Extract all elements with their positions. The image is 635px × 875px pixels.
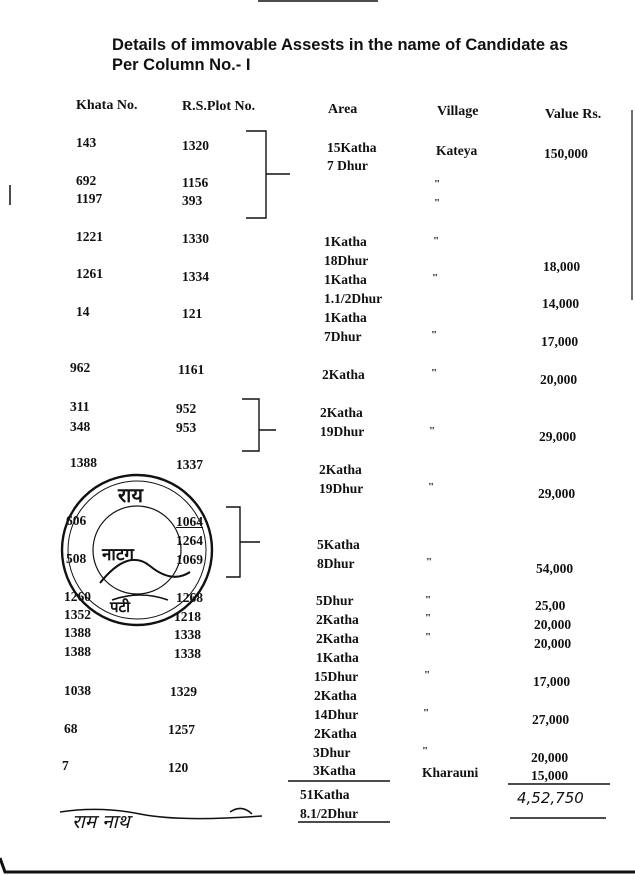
svg-text:राय: राय <box>118 483 143 507</box>
grouping-bracket <box>226 507 240 577</box>
plot-cell: 1338 <box>174 646 201 661</box>
header-area: Area <box>328 102 358 117</box>
ditto-mark: " <box>433 235 440 247</box>
svg-text:पटी: पटी <box>110 598 130 616</box>
ditto-mark: " <box>431 367 438 379</box>
area-cell: 1Katha <box>316 650 359 665</box>
area-cell: 7 Dhur <box>327 158 368 173</box>
area-cell: 14Dhur <box>314 707 359 722</box>
ditto-mark: " <box>424 669 431 681</box>
khata-cell: 1388 <box>70 455 97 470</box>
header-value: Value Rs. <box>545 107 602 122</box>
ditto-mark: " <box>431 329 438 341</box>
value-cell: 14,000 <box>542 296 580 311</box>
value-cell: 25,00 <box>535 598 566 613</box>
value-cell: 20,000 <box>540 372 578 387</box>
khata-cell: 1221 <box>76 229 103 244</box>
value-cell: 54,000 <box>536 561 574 576</box>
khata-cell: 311 <box>70 399 90 414</box>
area-cell: 2Katha <box>320 405 363 420</box>
ditto-mark: " <box>423 707 430 719</box>
ditto-mark: " <box>429 425 436 437</box>
signature-stroke <box>60 808 262 818</box>
village-cell: Kharauni <box>422 765 479 780</box>
document-title-line1: Details of immovable Assests in the name of Candidate as <box>112 36 569 54</box>
plot-cell: 121 <box>182 306 203 321</box>
area-cell: 3Katha <box>313 763 356 778</box>
area-cell: 18Dhur <box>324 253 369 268</box>
area-cell: 19Dhur <box>320 424 365 439</box>
plot-cell: 1329 <box>170 684 197 699</box>
value-cell: 17,000 <box>533 674 571 689</box>
khata-cell: 1388 <box>64 644 91 659</box>
khata-cell: 606 <box>66 513 87 528</box>
area-cell: 2Katha <box>322 367 365 382</box>
total-area-dhur: 8.1/2Dhur <box>300 806 359 821</box>
area-cell: 2Katha <box>316 612 359 627</box>
khata-cell: 1197 <box>76 191 103 206</box>
khata-cell: 692 <box>76 173 97 188</box>
plot-cell: 1257 <box>168 722 195 737</box>
khata-cell: 68 <box>64 721 78 736</box>
ditto-mark: " <box>425 631 432 643</box>
plot-cell: 393 <box>182 193 203 208</box>
khata-cell: 7 <box>62 758 69 773</box>
ditto-mark: " <box>434 197 441 209</box>
total-area-katha: 51Katha <box>300 787 350 802</box>
scan-border-marks <box>0 1 635 872</box>
plot-cell: 1320 <box>182 138 209 153</box>
plot-cell: 1218 <box>174 609 201 624</box>
khata-cell: 508 <box>66 551 87 566</box>
plot-cell: 1156 <box>182 175 209 190</box>
khata-cell: 348 <box>70 419 91 434</box>
area-cell: 2Katha <box>314 726 357 741</box>
area-cell: 8Dhur <box>317 556 355 571</box>
plot-cell: 1161 <box>178 362 205 377</box>
khata-cell: 143 <box>76 135 97 150</box>
grouping-bracket <box>242 399 259 451</box>
value-cell: 29,000 <box>539 429 577 444</box>
khata-cell: 1261 <box>76 266 103 281</box>
plot-cell: 1268 <box>176 590 203 605</box>
area-cell: 7Dhur <box>324 329 362 344</box>
handwritten-signature: राम नाथ <box>72 811 130 833</box>
khata-cell: 1352 <box>64 607 91 622</box>
area-cell: 15Dhur <box>314 669 359 684</box>
plot-cell: 1337 <box>176 457 203 472</box>
value-cell: 20,000 <box>534 636 572 651</box>
value-cell: 29,000 <box>538 486 576 501</box>
khata-cell: 14 <box>76 304 90 319</box>
area-cell: 5Katha <box>317 537 360 552</box>
area-cell: 3Dhur <box>313 745 351 760</box>
value-cell: 15,000 <box>531 768 569 783</box>
area-cell: 1Katha <box>324 310 367 325</box>
ditto-mark: " <box>428 481 435 493</box>
ditto-mark: " <box>425 612 432 624</box>
value-cell: 27,000 <box>532 712 570 727</box>
ditto-mark: " <box>426 556 433 568</box>
document-title-line2: Per Column No.- I <box>112 56 251 74</box>
value-cell: 17,000 <box>541 334 579 349</box>
area-cell: 5Dhur <box>316 593 354 608</box>
plot-cell: 1338 <box>174 627 201 642</box>
area-cell: 19Dhur <box>319 481 364 496</box>
plot-cell: 1264 <box>176 533 203 548</box>
area-cell: 1Katha <box>324 234 367 249</box>
plot-cell: 953 <box>176 420 197 435</box>
header-village: Village <box>437 104 479 119</box>
plot-cell: 1069 <box>176 552 203 567</box>
grouping-bracket <box>246 131 266 218</box>
plot-cell: 1330 <box>182 231 209 246</box>
plot-cell: 120 <box>168 760 189 775</box>
area-cell: 2Katha <box>314 688 357 703</box>
village-cell: Kateya <box>436 143 478 158</box>
header-plot: R.S.Plot No. <box>182 99 256 114</box>
ditto-mark: " <box>425 594 432 606</box>
total-value: 4,52,750 <box>517 789 584 807</box>
value-cell: 150,000 <box>544 146 588 161</box>
value-cell: 20,000 <box>534 617 572 632</box>
khata-cell: 962 <box>70 360 91 375</box>
area-cell: 1.1/2Dhur <box>324 291 383 306</box>
plot-cell: 1334 <box>182 269 209 284</box>
value-cell: 20,000 <box>531 750 569 765</box>
ditto-mark: " <box>422 745 429 757</box>
ditto-mark: " <box>432 272 439 284</box>
rubber-stamp-seal <box>62 475 212 625</box>
header-khata: Khata No. <box>76 98 138 113</box>
plot-cell: 952 <box>176 401 197 416</box>
khata-cell: 1038 <box>64 683 91 698</box>
khata-cell: 1260 <box>64 589 91 604</box>
ditto-mark: " <box>434 178 441 190</box>
khata-cell: 1388 <box>64 625 91 640</box>
plot-cell: 1064 <box>176 514 203 529</box>
area-cell: 15Katha <box>327 140 377 155</box>
area-cell: 1Katha <box>324 272 367 287</box>
area-cell: 2Katha <box>319 462 362 477</box>
svg-text:नाटग: नाटग <box>102 545 134 565</box>
area-cell: 2Katha <box>316 631 359 646</box>
value-cell: 18,000 <box>543 259 581 274</box>
